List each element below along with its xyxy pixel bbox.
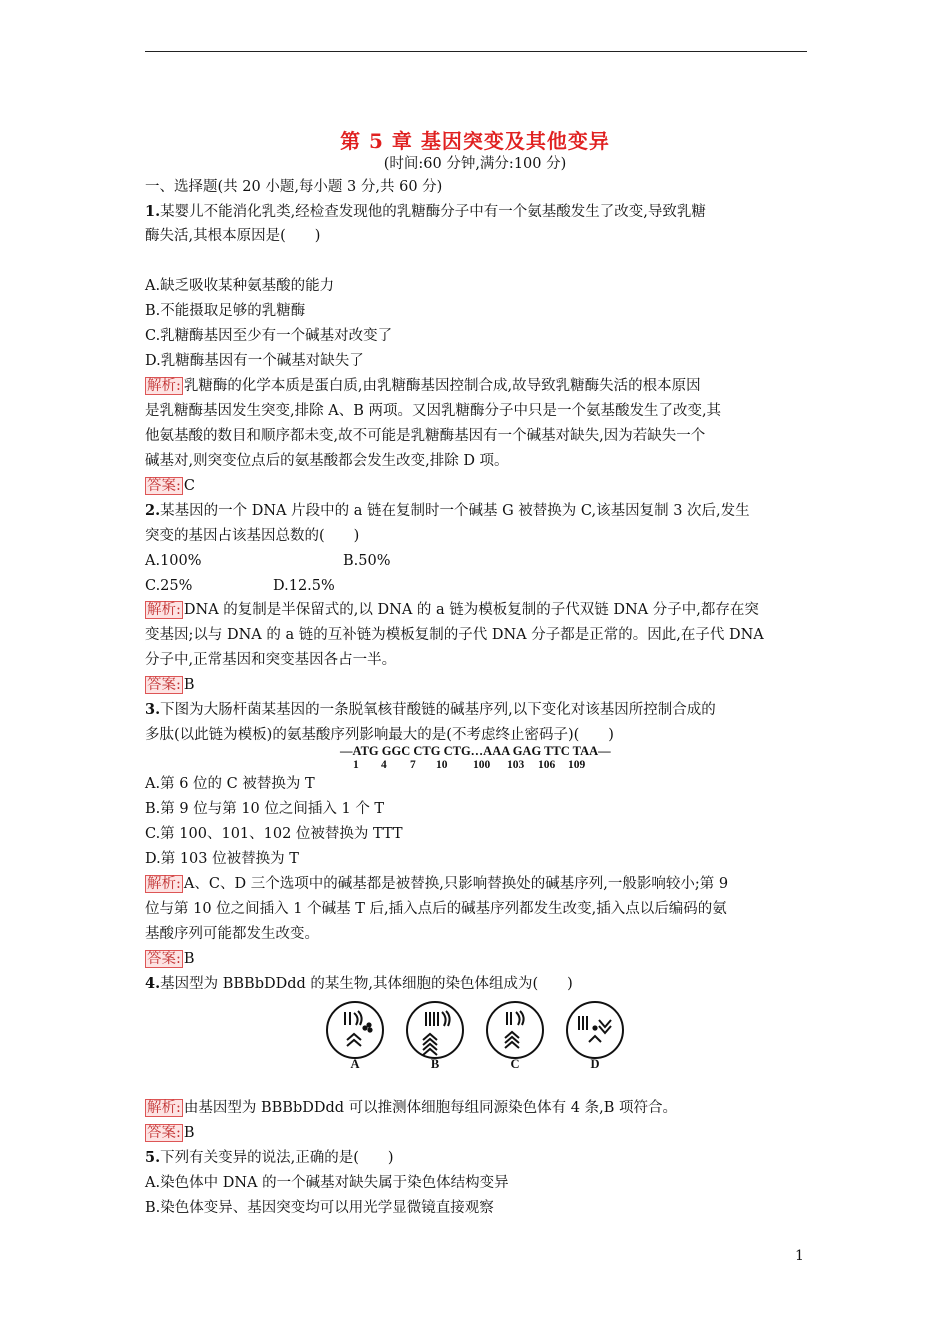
q5-option-a: A.染色体中 DNA 的一个碱基对缺失属于染色体结构变异 (145, 1175, 509, 1191)
position-label: 103 (507, 759, 525, 771)
position-label: 100 (473, 759, 491, 771)
q1-analysis-line4: 碱基对,则突变位点后的氨基酸都会发生改变,排除 D 项。 (145, 453, 509, 469)
q2-analysis-line1: 解析: DNA 的复制是半保留式的,以 DNA 的 a 链为模板复制的子代双链 DNA 分子中,都存在突 (147, 602, 759, 618)
position-label: 10 (436, 759, 448, 771)
answer-tag: 答案: (147, 677, 181, 693)
question-2-line2: 突变的基因占该基因总数的( ) (145, 528, 360, 544)
q3-analysis-line3: 基酸序列可能都发生改变。 (145, 926, 319, 942)
q3-answer: 答案: B (147, 951, 195, 967)
answer-tag: 答案: (147, 478, 181, 494)
exam-info: (时间:60 分钟,满分:100 分) (383, 156, 567, 172)
q2-analysis-line3: 分子中,正常基因和突变基因各占一半。 (145, 652, 397, 668)
question-3-line2: 多肽(以此链为模板)的氨基酸序列影响最大的是(不考虑终止密码子)( ) (145, 727, 614, 743)
q1-analysis-line2: 是乳糖酶基因发生突变,排除 A、B 两项。又因乳糖酶分子中只是一个氨基酸发生了改变,其 (145, 403, 722, 419)
q2-option-c: C.25% (145, 578, 193, 594)
page-number: 1 (795, 1248, 804, 1264)
analysis-tag: 解析: (147, 876, 181, 892)
cell-label: A (350, 1057, 360, 1071)
question-3-line1: 3.下图为大肠杆菌某基因的一条脱氧核苷酸链的碱基序列,以下变化对该基因所控制合成的 (145, 701, 716, 718)
q1-option-d: D.乳糖酶基因有一个碱基对缺失了 (145, 353, 364, 369)
q1-option-b: B.不能摄取足够的乳糖酶 (145, 303, 306, 319)
q1-option-c: C.乳糖酶基因至少有一个碱基对改变了 (145, 328, 393, 344)
cell-c (487, 1002, 543, 1058)
chapter-title: 第 5 章 基因突变及其他变异 (340, 129, 610, 153)
q3-analysis-line1: 解析: A、C、D 三个选项中的碱基都是被替换,只影响替换处的碱基序列,一般影响较小;第 9 (147, 876, 729, 892)
q1-option-a: A.缺乏吸收某种氨基酸的能力 (145, 278, 335, 294)
q3-option-d: D.第 103 位被替换为 T (145, 851, 299, 867)
q2-option-b: B.50% (343, 553, 391, 569)
section-heading: 一、选择题(共 20 小题,每小题 3 分,共 60 分) (145, 179, 443, 195)
position-label: 106 (538, 759, 556, 771)
position-label: 109 (568, 759, 586, 771)
q2-option-a: A.100% (145, 553, 202, 569)
question-5-line1: 5.下列有关变异的说法,正确的是( ) (145, 1149, 394, 1166)
base-sequence: —ATG GGC CTG CTG…AAA GAG TTC TAA— (340, 744, 611, 758)
question-4-line1: 4.基因型为 BBBbDDdd 的某生物,其体细胞的染色体组成为( ) (145, 975, 573, 992)
q1-analysis-line1: 解析: 乳糖酶的化学本质是蛋白质,由乳糖酶基因控制合成,故导致乳糖酶失活的根本原因 (147, 378, 701, 394)
cell-a (327, 1002, 383, 1058)
q2-analysis-line2: 变基因;以与 DNA 的 a 链的互补链为模板复制的子代 DNA 分子都是正常的。因此,在子代 DNA (145, 627, 764, 643)
answer-tag: 答案: (147, 951, 181, 967)
q2-answer: 答案: B (147, 677, 195, 693)
q1-answer: 答案: C (147, 478, 195, 494)
q3-option-a: A.第 6 位的 C 被替换为 T (145, 776, 315, 792)
cell-label: D (590, 1057, 600, 1071)
analysis-tag: 解析: (147, 1100, 181, 1116)
q3-option-c: C.第 100、101、102 位被替换为 TTT (145, 826, 403, 842)
position-label: 1 (353, 759, 359, 771)
analysis-tag: 解析: (147, 602, 181, 618)
question-1-line2: 酶失活,其根本原因是( ) (145, 228, 321, 244)
q2-option-d: D.12.5% (273, 578, 335, 594)
question-1-line1: 1.某婴儿不能消化乳类,经检查发现他的乳糖酶分子中有一个氨基酸发生了改变,导致乳糖 (145, 203, 706, 220)
q4-analysis-line1: 解析: 由基因型为 BBBbDDdd 可以推测体细胞每组同源染色体有 4 条,B 项符合。 (147, 1100, 677, 1116)
cell-label: C (510, 1057, 520, 1071)
position-label: 7 (410, 759, 416, 771)
position-label: 4 (381, 759, 387, 771)
analysis-tag: 解析: (147, 378, 181, 394)
question-2-line1: 2.某基因的一个 DNA 片段中的 a 链在复制时一个碱基 G 被替换为 C,该基因复制 3 次后,发生 (145, 502, 750, 519)
q5-option-b: B.染色体变异、基因突变均可以用光学显微镜直接观察 (145, 1200, 494, 1216)
q1-analysis-line3: 他氨基酸的数目和顺序都未变,故不可能是乳糖酶基因有一个碱基对缺失,因为若缺失一个 (145, 428, 706, 444)
q4-answer: 答案: B (147, 1125, 195, 1141)
q3-analysis-line2: 位与第 10 位之间插入 1 个碱基 T 后,插入点后的碱基序列都发生改变,插入点以后编码的氨 (145, 901, 727, 917)
cell-d (567, 1002, 623, 1058)
cell-label: B (430, 1057, 440, 1071)
cell-b (407, 1002, 463, 1058)
answer-tag: 答案: (147, 1125, 181, 1141)
header-rule (145, 51, 807, 52)
q3-option-b: B.第 9 位与第 10 位之间插入 1 个 T (145, 801, 385, 817)
